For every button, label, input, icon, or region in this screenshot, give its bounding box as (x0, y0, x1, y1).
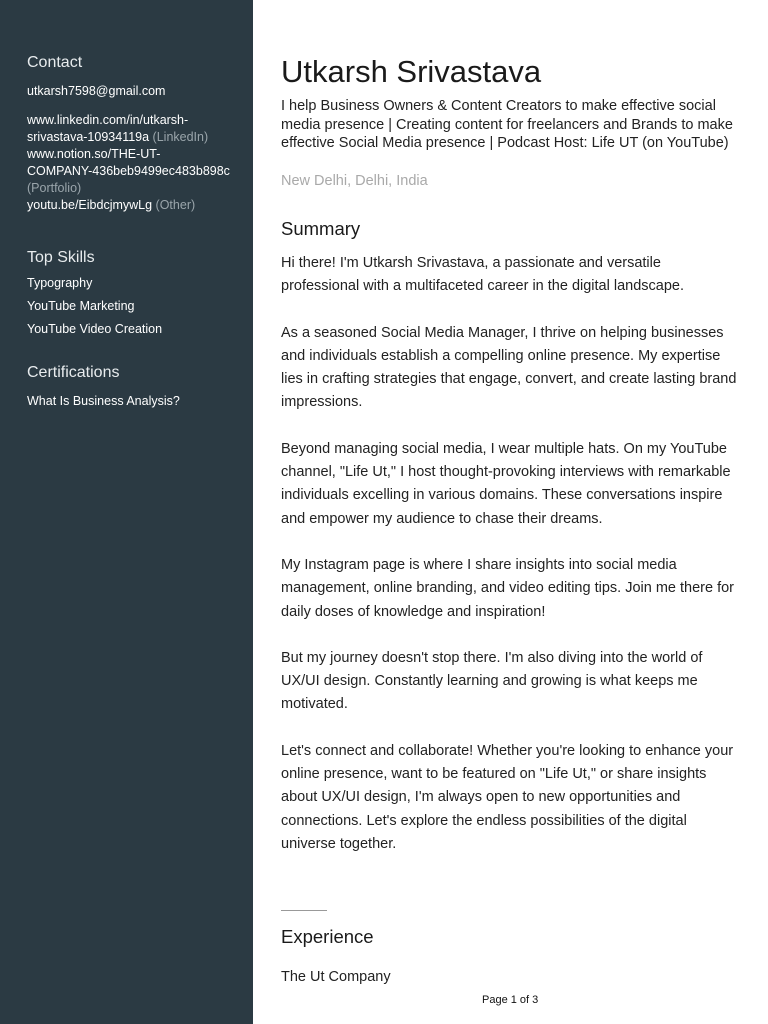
contact-email[interactable]: utkarsh7598@gmail.com (27, 84, 166, 98)
youtube-url[interactable]: youtu.be/EibdcjmywLg (27, 198, 153, 212)
experience-heading: Experience (281, 926, 374, 947)
youtube-tag: (Other) (152, 198, 196, 212)
summary-paragraph: Beyond managing social media, I wear multiple hats. On my YouTube channel, "Life Ut," I host thought-provoking interviews with remarkable individuals excelling in various domains. These conversations inspire and empower my audience to chase their dreams. (281, 440, 731, 527)
profile-location: New Delhi, Delhi, India (281, 173, 428, 189)
page-number: Page 1 of 3 (482, 994, 539, 1006)
top-skills-heading: Top Skills (27, 249, 95, 266)
linkedin-tag: (LinkedIn) (149, 130, 209, 144)
section-divider (281, 910, 327, 911)
summary-paragraph: Let's connect and collaborate! Whether you're looking to enhance your online presence, want to be featured on "Life Ut," or share insights about UX/UI design, I'm always open to new opportunities and connections. Let's explore the endless possibilities of the digital universe together. (281, 742, 734, 852)
summary-paragraph: Hi there! I'm Utkarsh Srivastava, a passionate and versatile professional with a multifaceted career in the digital landscape. (281, 255, 685, 295)
skill-item: YouTube Marketing (27, 299, 135, 313)
skill-item: YouTube Video Creation (27, 322, 163, 336)
sidebar (0, 0, 253, 1024)
summary-paragraph: As a seasoned Social Media Manager, I thrive on helping businesses and individuals establish a compelling online presence. My expertise lies in crafting strategies that engage, convert, and create lasting brand impressions. (281, 324, 737, 411)
profile-name: Utkarsh Srivastava (281, 54, 542, 89)
notion-link-line1[interactable]: www.notion.so/THE-UT- (27, 147, 161, 161)
summary-heading: Summary (281, 218, 361, 239)
experience-company: The Ut Company (281, 969, 391, 985)
certification-item: What Is Business Analysis? (27, 394, 180, 408)
skills-list (27, 275, 253, 338)
notion-tag: (Portfolio) (27, 181, 82, 195)
certifications-heading: Certifications (27, 364, 120, 381)
contact-links (27, 112, 253, 214)
skill-item: Typography (27, 276, 93, 290)
notion-link-line2[interactable]: COMPANY-436beb9499ec483b898c (27, 164, 230, 178)
summary-paragraph: But my journey doesn't stop there. I'm also diving into the world of UX/UI design. Constantly learning and growing is what keeps me motivated. (281, 649, 703, 713)
summary-paragraph: My Instagram page is where I share insights into social media management, online branding, and video editing tips. Join me there for daily doses of knowledge and inspiration! (281, 556, 735, 620)
youtube-link[interactable] (27, 197, 253, 214)
contact-heading: Contact (27, 54, 83, 71)
linkedin-link-line2[interactable] (27, 129, 253, 146)
linkedin-handle[interactable]: srivastava-10934119a (27, 130, 150, 144)
profile-headline: I help Business Owners & Content Creators to make effective social media presence | Creating content for freelancers and Brands to make effective Social Media presence | Podcast Host: Life UT (on YouTube) (281, 98, 733, 152)
linkedin-link-line1[interactable]: www.linkedin.com/in/utkarsh- (27, 113, 189, 127)
summary-body (281, 252, 743, 879)
